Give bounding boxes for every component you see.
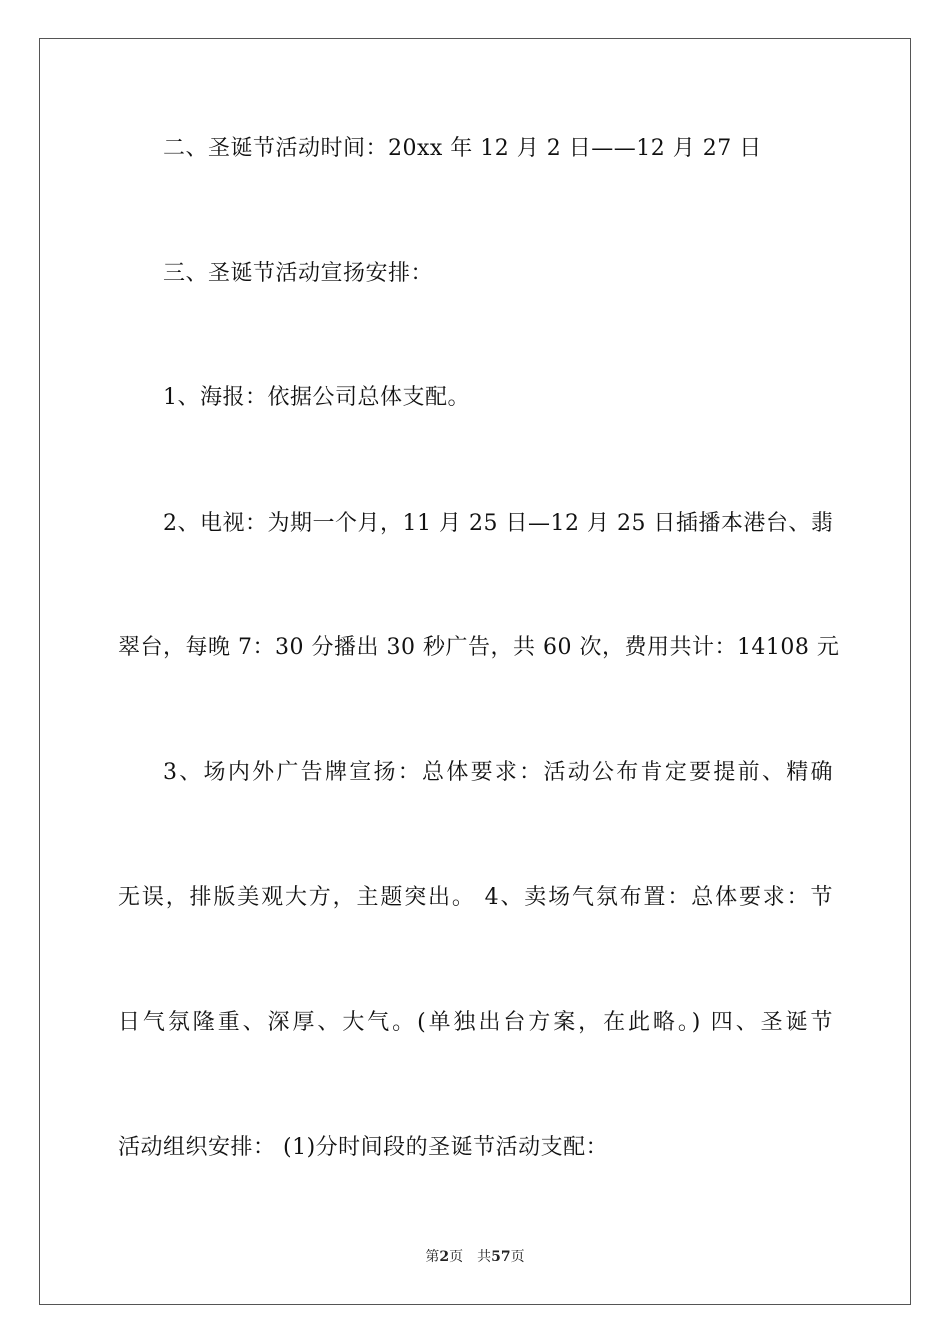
footer-total-prefix: 共	[477, 1249, 492, 1265]
footer-page-suffix: 页	[449, 1249, 464, 1265]
footer-prefix: 第	[425, 1249, 440, 1265]
footer-total-suffix: 页	[510, 1249, 525, 1265]
paragraph-line-8: 日气氛隆重、深厚、大气。(单独出台方案，在此略。) 四、圣诞节	[118, 1010, 833, 1035]
paragraph-line-2: 三、圣诞节活动宣扬安排：	[163, 261, 434, 286]
footer-page-number: 2	[439, 1249, 450, 1265]
paragraph-line-6: 3、场内外广告牌宣扬：总体要求：活动公布肯定要提前、精确	[163, 760, 833, 785]
paragraph-line-1: 二、圣诞节活动时间：20xx 年 12 月 2 日——12 月 27 日	[163, 136, 762, 161]
page-border	[39, 38, 911, 1305]
paragraph-line-3: 1、海报：依据公司总体支配。	[163, 385, 470, 410]
paragraph-line-4: 2、电视：为期一个月，11 月 25 日—12 月 25 日插播本港台、翡	[163, 511, 834, 536]
footer-total-pages: 57	[491, 1249, 511, 1265]
paragraph-line-7: 无误，排版美观大方，主题突出。 4、卖场气氛布置：总体要求：节	[118, 885, 833, 910]
page-footer	[0, 1248, 950, 1266]
paragraph-line-9: 活动组织安排： (1)分时间段的圣诞节活动支配：	[118, 1135, 609, 1160]
paragraph-line-5: 翠台，每晚 7：30 分播出 30 秒广告，共 60 次，费用共计：14108 元	[118, 635, 840, 660]
